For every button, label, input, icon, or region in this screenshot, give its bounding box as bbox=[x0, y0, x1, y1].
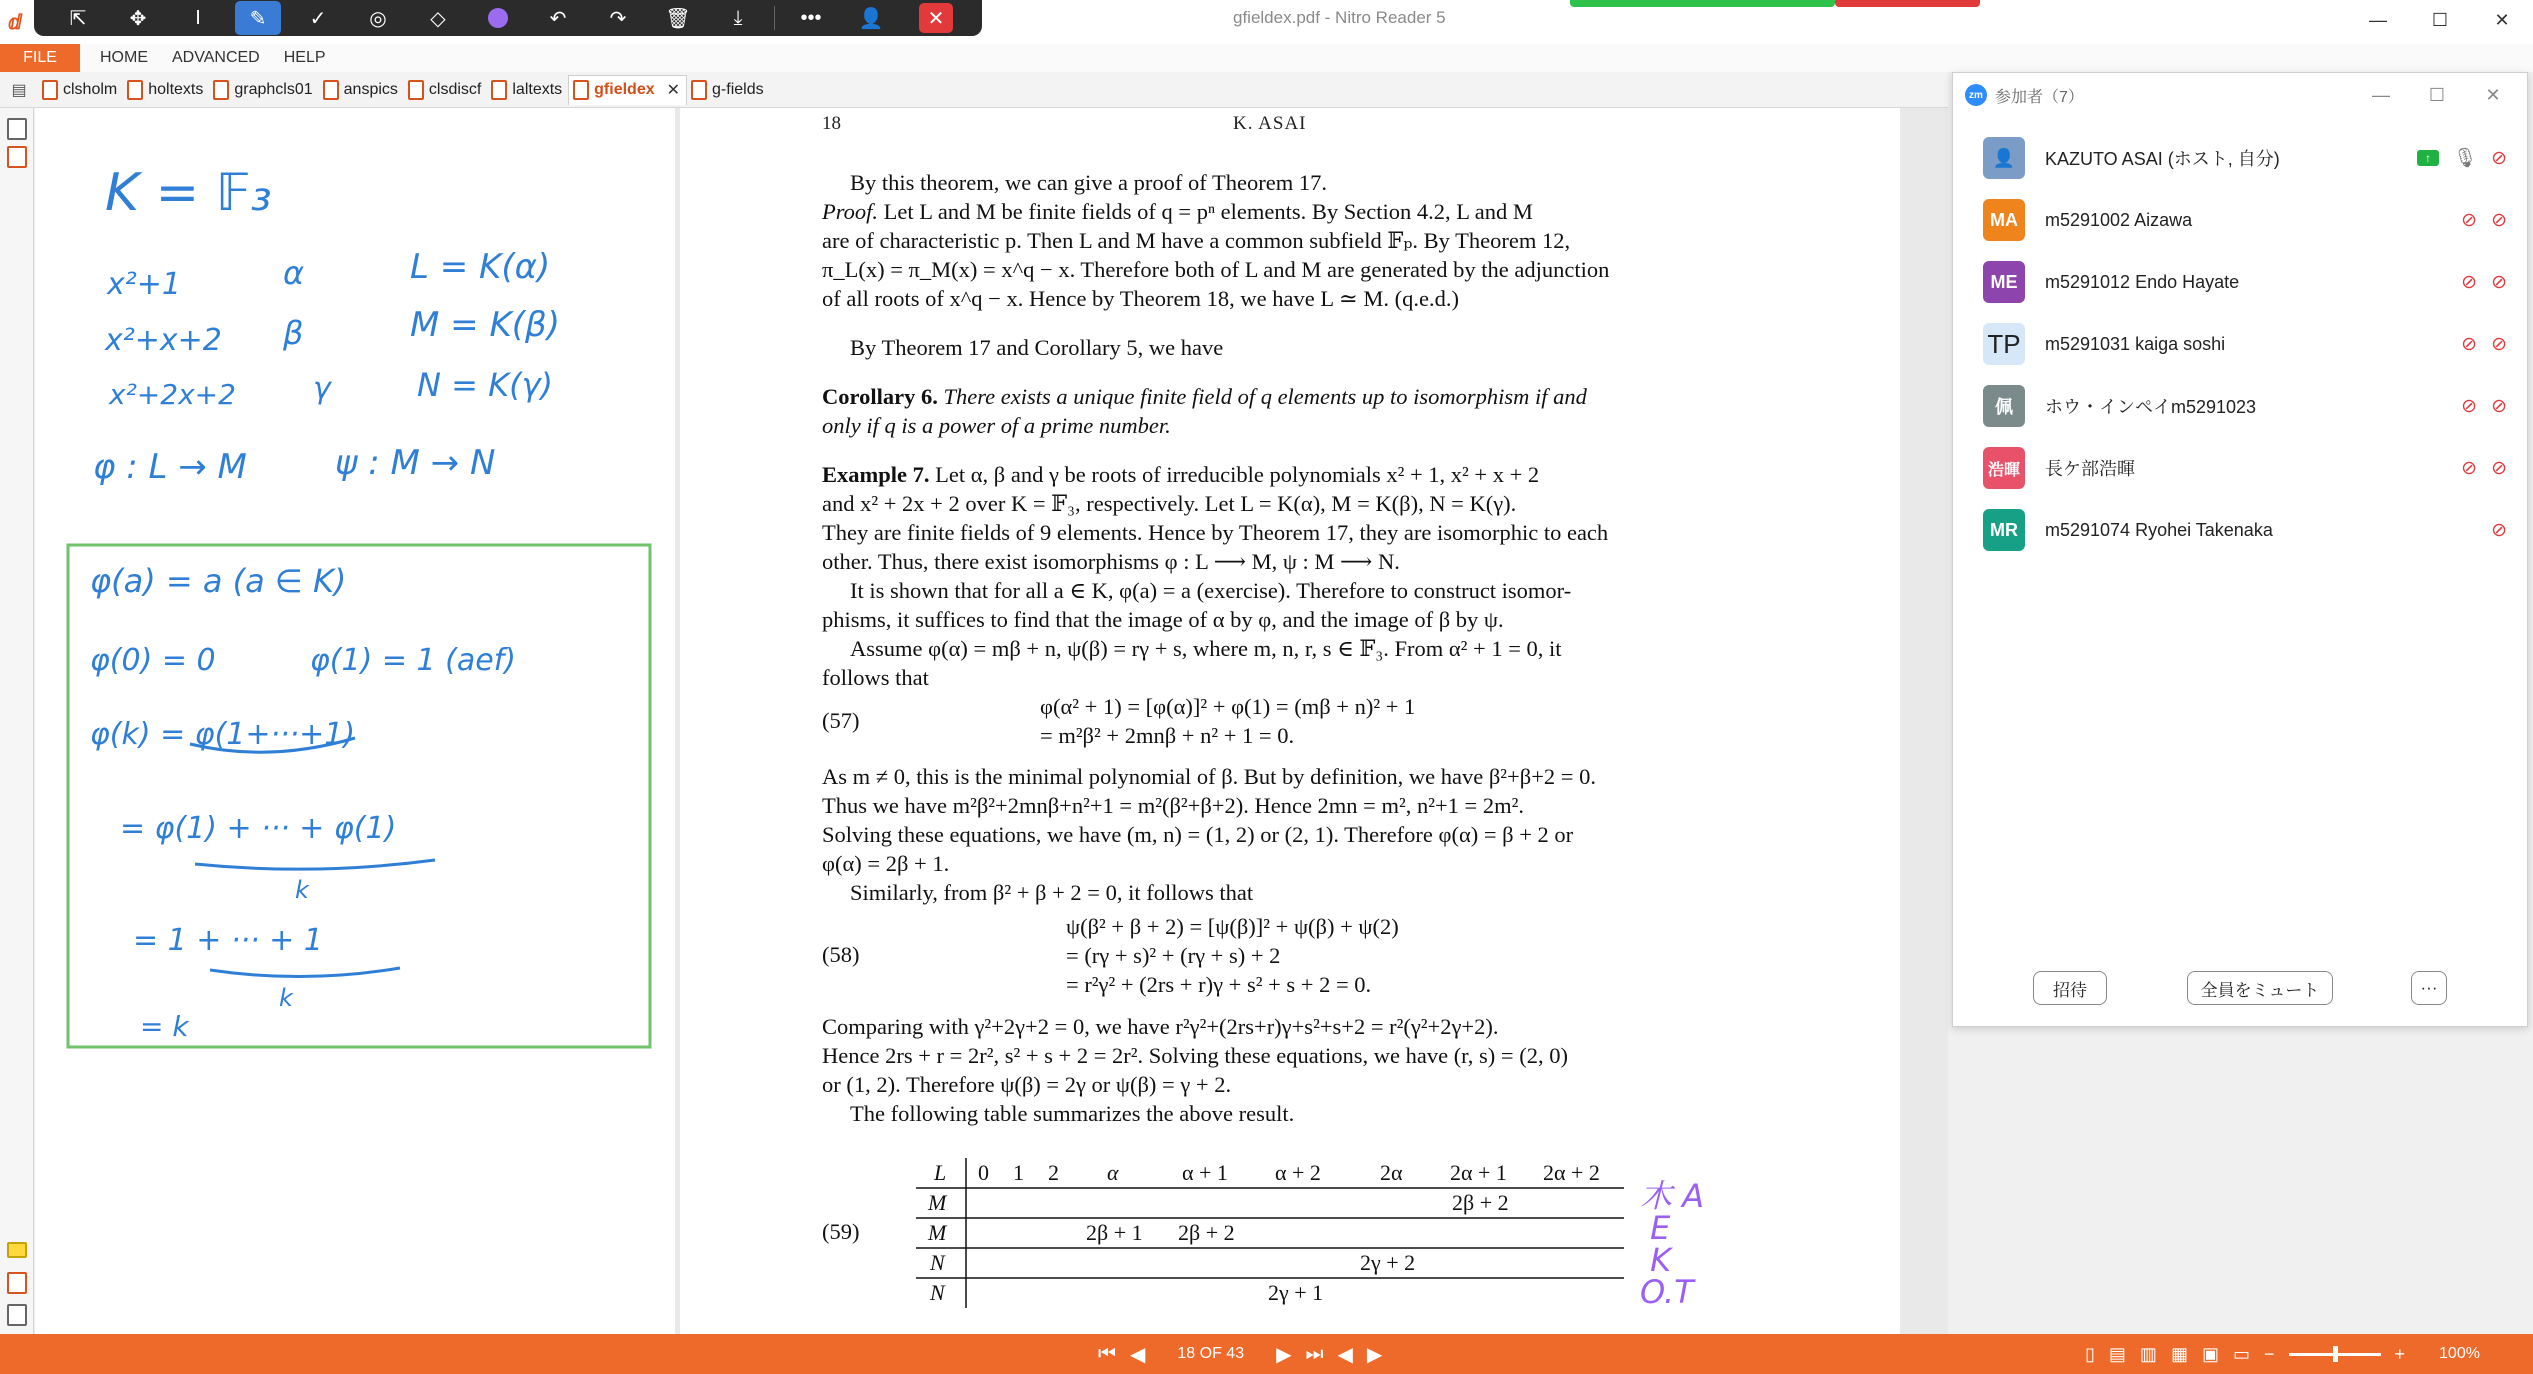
window-controls bbox=[2347, 0, 2533, 40]
hw-box-k1: k bbox=[295, 876, 309, 904]
avatar: ME bbox=[1983, 261, 2025, 303]
participant-name: ホウ・インペイm5291023 bbox=[2045, 397, 2257, 417]
minimize-icon[interactable]: — bbox=[2369, 9, 2387, 30]
participants-panel bbox=[1952, 72, 2528, 1027]
example-line-6: phisms, it suffices to find that the image of α by φ, and the image of β by ψ. bbox=[822, 607, 1504, 632]
table-head-2: 2 bbox=[1048, 1160, 1059, 1185]
example-line-5: It is shown that for all a ∈ K, φ(a) = a (exercise). Therefore to construct isomor- bbox=[850, 578, 1572, 603]
table-row2-value-1: 2β + 1 bbox=[1086, 1220, 1143, 1245]
hw-underbrace-2 bbox=[195, 860, 435, 869]
hw-beta: β bbox=[283, 314, 304, 352]
participant-row[interactable] bbox=[1953, 313, 2529, 375]
participant-row[interactable] bbox=[1953, 127, 2529, 189]
corollary-label: Corollary 6. bbox=[822, 384, 938, 409]
pages-panel-icon[interactable] bbox=[7, 118, 27, 140]
paragraph-4-line-3: or (1, 2). Therefore ψ(β) = 2γ or ψ(β) = γ + 2. bbox=[822, 1072, 1232, 1097]
panel-minimize-icon[interactable]: — bbox=[2372, 84, 2390, 105]
participant-status bbox=[2461, 395, 2507, 418]
participant-name: m5291002 Aizawa bbox=[2045, 209, 2193, 230]
tab-g-fields[interactable] bbox=[687, 75, 770, 105]
forward-view-icon[interactable]: ▶ bbox=[1366, 1343, 1383, 1366]
tab-label: laltexts bbox=[512, 80, 563, 98]
table-row2-value-2: 2β + 2 bbox=[1178, 1220, 1235, 1245]
avatar: TP bbox=[1983, 323, 2025, 365]
tab-gfieldex[interactable] bbox=[568, 75, 687, 105]
hw-psi-map: ψ : M → N bbox=[335, 443, 496, 483]
pdf-file-icon bbox=[691, 80, 707, 100]
status-bar bbox=[0, 1334, 2533, 1374]
bookmarks-icon[interactable] bbox=[7, 146, 27, 168]
running-header: K. ASAI bbox=[1233, 113, 1307, 134]
example-label: Example 7. bbox=[822, 462, 930, 487]
proof-line-1 bbox=[822, 197, 1533, 226]
corollary-text-1: There exists a unique finite field of q elements up to isomorphism if and bbox=[937, 384, 1587, 409]
menu-help[interactable]: HELP bbox=[283, 49, 326, 66]
menu-file[interactable]: FILE bbox=[0, 44, 80, 72]
participant-status bbox=[2461, 271, 2507, 294]
equation-58-number: (58) bbox=[822, 942, 860, 967]
nitro-logo-icon: ⅆ bbox=[8, 12, 23, 34]
hw-box-line4: = φ(1) + ··· + φ(1) bbox=[120, 811, 397, 846]
text-cursor-icon[interactable]: I bbox=[195, 6, 201, 29]
hw-poly3: x²+2x+2 bbox=[109, 378, 236, 411]
hw-l-def: L = K(α) bbox=[410, 247, 551, 287]
example-line-7: Assume φ(α) = mβ + n, ψ(β) = rγ + s, where m, n, r, s ∈ 𝔽₃. From α² + 1 = 0, it bbox=[850, 636, 1562, 661]
mic-on-icon[interactable]: 🎙 bbox=[2452, 148, 2478, 169]
eraser-icon[interactable]: ◇ bbox=[430, 7, 446, 30]
paragraph-3-line-5: Similarly, from β² + β + 2 = 0, it follows that bbox=[850, 880, 1254, 905]
tab-anspics[interactable] bbox=[319, 75, 404, 105]
page-indicator[interactable]: 18 OF 43 bbox=[1177, 1345, 1245, 1362]
participant-row[interactable] bbox=[1953, 437, 2529, 499]
last-page-icon[interactable]: ⏭ bbox=[1305, 1342, 1324, 1365]
meeting-status-red bbox=[1835, 0, 1980, 7]
paragraph-2: By Theorem 17 and Corollary 5, we have bbox=[850, 335, 1224, 360]
hw-poly1: x²+1 bbox=[107, 267, 182, 302]
table-row4-value: 2γ + 1 bbox=[1268, 1280, 1324, 1305]
proof-text-1: Let L and M be finite fields of q = pⁿ elements. By Section 4.2, L and M bbox=[878, 199, 1533, 224]
camera-off-icon[interactable]: ⊘ bbox=[2491, 457, 2507, 479]
participant-row[interactable] bbox=[1953, 251, 2529, 313]
table-head-2alpha: 2α bbox=[1380, 1160, 1403, 1185]
paragraph-4-line-1: Comparing with γ²+2γ+2 = 0, we have r²γ²+(2rs+r)γ+s²+s+2 = r²(γ²+2γ+2). bbox=[822, 1014, 1499, 1039]
page-icon[interactable]: ▤ bbox=[11, 81, 27, 99]
tab-label: clsdiscf bbox=[428, 80, 482, 98]
maximize-icon[interactable]: ☐ bbox=[2431, 9, 2449, 30]
table-head-0: 0 bbox=[978, 1160, 989, 1185]
tab-label: holtexts bbox=[148, 80, 204, 98]
fit-width-icon[interactable]: ▭ bbox=[2232, 1343, 2250, 1364]
equation-58-line-2: = (rγ + s)² + (rγ + s) + 2 bbox=[1066, 943, 1281, 968]
zoom-slider-handle[interactable] bbox=[2333, 1346, 2338, 1362]
paragraph-4-line-4: The following table summarizes the above result. bbox=[850, 1101, 1295, 1126]
table-row2-label: M bbox=[928, 1220, 947, 1245]
hw-m-def: M = K(β) bbox=[410, 305, 560, 345]
menu-advanced[interactable]: ADVANCED bbox=[172, 49, 260, 66]
facing-view-icon[interactable]: ▥ bbox=[2139, 1343, 2157, 1364]
table-head-alpha1: α + 1 bbox=[1182, 1160, 1228, 1185]
hw-gamma: γ bbox=[313, 371, 331, 406]
hw-purple-note: 木 A E K O.T bbox=[1640, 1177, 1705, 1311]
mic-off-icon[interactable]: ⊘ bbox=[2461, 333, 2478, 355]
screen-share-icon: ↑ bbox=[2417, 150, 2439, 166]
tab-label: clsholm bbox=[63, 80, 118, 98]
participant-status bbox=[2461, 209, 2507, 232]
example-line-8: follows that bbox=[822, 665, 929, 690]
pdf-file-icon bbox=[491, 80, 507, 100]
mic-off-icon[interactable]: ⊘ bbox=[2461, 457, 2478, 479]
participant-row[interactable] bbox=[1953, 499, 2529, 561]
paragraph-3-line-2: Thus we have m²β²+2mnβ+n²+1 = m²(β²+β+2). Hence 2mn = m², n²+1 = 2m². bbox=[822, 793, 1524, 818]
proof-line-2: are of characteristic p. Then L and M have a common subfield 𝔽ₚ. By Theorem 12, bbox=[822, 228, 1571, 253]
hw-box-k2: k bbox=[279, 984, 293, 1012]
annotation-toolbar bbox=[34, 0, 982, 36]
tab-graphcls01[interactable] bbox=[209, 75, 318, 105]
attachments-icon[interactable] bbox=[7, 1272, 27, 1294]
participants-title: 参加者（7） bbox=[1995, 88, 2084, 106]
mic-off-icon[interactable]: ⊘ bbox=[2461, 209, 2478, 231]
participant-name: m5291074 Ryohei Takenaka bbox=[2045, 519, 2273, 540]
table-head-1: 1 bbox=[1013, 1160, 1024, 1185]
tab-clsholm[interactable] bbox=[38, 75, 123, 105]
table-row3-value: 2γ + 2 bbox=[1360, 1250, 1416, 1275]
proof-line-4: of all roots of x^q − x. Hence by Theorem 18, we have L ≃ M. (q.e.d.) bbox=[822, 286, 1459, 311]
avatar: 佩 bbox=[1983, 385, 2025, 427]
participant-name: m5291031 kaiga soshi bbox=[2045, 333, 2226, 354]
toolbar-divider bbox=[774, 6, 775, 30]
corollary-line-2 bbox=[822, 411, 1171, 440]
participant-name: m5291012 Endo Hayate bbox=[2045, 271, 2240, 292]
participant-status bbox=[2461, 457, 2507, 480]
corollary-text-2: only if q is a power of a prime number. bbox=[822, 413, 1171, 438]
table-head-L: L bbox=[934, 1160, 947, 1185]
prev-page-icon[interactable]: ◀ bbox=[1130, 1343, 1146, 1366]
close-window-icon[interactable]: ✕ bbox=[2494, 9, 2510, 30]
page-navigation bbox=[1098, 1334, 1382, 1374]
camera-off-icon[interactable]: ⊘ bbox=[2491, 395, 2507, 417]
table-head-alpha2: α + 2 bbox=[1275, 1160, 1321, 1185]
paragraph-3-line-4: φ(α) = 2β + 1. bbox=[822, 851, 950, 876]
next-page-icon[interactable]: ▶ bbox=[1276, 1343, 1292, 1366]
hw-box-line2a: φ(0) = 0 bbox=[90, 643, 216, 678]
equation-57-line-1: φ(α² + 1) = [φ(α)]² + φ(1) = (mβ + n)² + 1 bbox=[1040, 694, 1416, 719]
page-number: 18 bbox=[822, 113, 841, 134]
first-page-icon[interactable]: ⏮ bbox=[1098, 1342, 1116, 1365]
layers-icon[interactable] bbox=[7, 1304, 27, 1326]
participant-name: 長ケ部浩暉 bbox=[2045, 459, 2135, 479]
facing-continuous-icon[interactable]: ▦ bbox=[2170, 1343, 2188, 1364]
paragraph-3-line-3: Solving these equations, we have (m, n) = (1, 2) or (2, 1). Therefore φ(α) = β + 2 or bbox=[822, 822, 1574, 847]
mic-off-icon[interactable]: ⊘ bbox=[2461, 271, 2478, 293]
hw-n-def: N = K(γ) bbox=[417, 366, 553, 404]
trash-icon[interactable]: 🗑 bbox=[665, 7, 691, 30]
undo-icon[interactable]: ↶ bbox=[549, 7, 567, 30]
table-head-2alpha2: 2α + 2 bbox=[1543, 1160, 1600, 1185]
fit-page-icon[interactable]: ▣ bbox=[2201, 1343, 2219, 1364]
ribbon-menu bbox=[0, 44, 2533, 72]
window-title: gfieldex.pdf - Nitro Reader 5 bbox=[1233, 8, 1446, 27]
hw-box-line6: = k bbox=[140, 1010, 189, 1043]
panel-maximize-icon[interactable]: ☐ bbox=[2428, 84, 2446, 105]
invite-button[interactable]: 招待 bbox=[2033, 971, 2107, 1005]
example-line-4: other. Thus, there exist isomorphisms φ : L ⟶ M, ψ : M ⟶ N. bbox=[822, 549, 1400, 574]
participant-name: KAZUTO ASAI (ホスト, 自分) bbox=[2045, 149, 2280, 169]
view-and-zoom-controls bbox=[2085, 1334, 2480, 1374]
zoom-in-icon[interactable]: + bbox=[2394, 1343, 2406, 1364]
equation-59-number: (59) bbox=[822, 1219, 860, 1244]
mute-all-button[interactable]: 全員をミュート bbox=[2187, 971, 2333, 1005]
paragraph-4-line-2: Hence 2rs + r = 2r², s² + s + 2 = 2r². Solving these equations, we have (r, s) = (2, 0) bbox=[822, 1043, 1568, 1068]
menu-home[interactable]: HOME bbox=[100, 49, 148, 66]
select-arrow-icon[interactable]: ⇱ bbox=[69, 7, 87, 30]
zoom-level[interactable]: 100% bbox=[2439, 1345, 2480, 1362]
panel-window-controls bbox=[2353, 73, 2521, 117]
hw-phi-map: φ : L → M bbox=[93, 447, 247, 487]
hw-alpha: α bbox=[283, 254, 305, 292]
camera-off-icon[interactable]: ⊘ bbox=[2491, 209, 2507, 231]
left-panel-rail bbox=[0, 108, 34, 1334]
proof-label: Proof. bbox=[822, 199, 879, 224]
equation-58-line-3: = r²γ² + (2rs + r)γ + s² + s + 2 = 0. bbox=[1066, 972, 1372, 997]
table-row1-value: 2β + 2 bbox=[1452, 1190, 1509, 1215]
table-head-alpha: α bbox=[1107, 1160, 1119, 1185]
example-line-2: and x² + 2x + 2 over K = 𝔽₃, respectively. Let L = K(α), M = K(β), N = K(γ). bbox=[822, 491, 1517, 516]
check-icon[interactable]: ✓ bbox=[309, 7, 327, 30]
close-toolbar-icon[interactable]: ✕ bbox=[919, 3, 953, 33]
corollary-line-1 bbox=[822, 382, 1587, 411]
table-row4-label: N bbox=[930, 1280, 945, 1305]
paragraph-3-line-1: As m ≠ 0, this is the minimal polynomial of β. But by definition, we have β²+β+2 = 0. bbox=[822, 764, 1596, 789]
hw-green-box bbox=[68, 545, 650, 1047]
document-tabs bbox=[0, 72, 1948, 108]
equation-57-line-2: = m²β² + 2mnβ + n² + 1 = 0. bbox=[1040, 723, 1295, 748]
hw-k-f3: K = 𝔽₃ bbox=[105, 163, 272, 223]
hw-poly2: x²+x+2 bbox=[105, 323, 222, 358]
hw-box-line3: φ(k) = φ(1+···+1) bbox=[90, 717, 356, 752]
camera-off-icon[interactable]: ⊘ bbox=[2491, 147, 2507, 169]
camera-off-icon[interactable]: ⊘ bbox=[2491, 271, 2507, 293]
table-row1-label: M bbox=[928, 1190, 947, 1215]
pdf-file-icon bbox=[323, 80, 339, 100]
pan-icon[interactable]: ✥ bbox=[129, 7, 147, 30]
participants-header bbox=[1953, 73, 2529, 117]
more-options-button[interactable]: ··· bbox=[2411, 971, 2447, 1005]
participant-status bbox=[2491, 519, 2507, 542]
paragraph-1: By this theorem, we can give a proof of Theorem 17. bbox=[850, 170, 1327, 195]
camera-off-icon[interactable]: ⊘ bbox=[2491, 519, 2507, 541]
participant-status bbox=[2461, 333, 2507, 356]
back-view-icon[interactable]: ◀ bbox=[1337, 1343, 1353, 1366]
pen-icon[interactable]: ✎ bbox=[235, 1, 281, 35]
pdf-file-icon bbox=[213, 80, 229, 100]
panel-close-icon[interactable]: ✕ bbox=[2485, 84, 2501, 105]
tab-label: anspics bbox=[343, 80, 398, 98]
meeting-status-green bbox=[1570, 0, 1835, 7]
handwriting-layer bbox=[35, 108, 675, 1334]
tab-label: g-fields bbox=[712, 80, 764, 98]
hw-box-line1: φ(a) = a (a ∈ K) bbox=[90, 562, 347, 600]
pdf-file-icon bbox=[408, 80, 424, 100]
table-head-2alpha1: 2α + 1 bbox=[1450, 1160, 1507, 1185]
stamp-icon[interactable]: ◎ bbox=[369, 7, 387, 30]
color-dot-icon[interactable] bbox=[468, 1, 528, 35]
zoom-slider[interactable] bbox=[2289, 1353, 2381, 1356]
pdf-file-icon bbox=[127, 80, 143, 100]
single-page-view-icon[interactable]: ▯ bbox=[2085, 1343, 2095, 1364]
hw-underbrace-3 bbox=[210, 968, 400, 977]
example-line-3: They are finite fields of 9 elements. Hence by Theorem 17, they are isomorphic to each bbox=[822, 520, 1609, 545]
equation-57-number: (57) bbox=[822, 708, 860, 733]
continuous-view-icon[interactable]: ▤ bbox=[2108, 1343, 2126, 1364]
avatar: 浩暉 bbox=[1983, 447, 2025, 489]
example-line-1 bbox=[822, 460, 1539, 489]
participant-status bbox=[2417, 146, 2507, 170]
table-59 bbox=[910, 1152, 1630, 1310]
zoom-logo-icon: zm bbox=[1965, 84, 1987, 106]
tab-label: graphcls01 bbox=[234, 80, 313, 98]
camera-off-icon[interactable]: ⊘ bbox=[2491, 333, 2507, 355]
pdf-file-icon bbox=[573, 80, 589, 100]
pdf-file-icon bbox=[42, 80, 58, 100]
tab-label: gfieldex bbox=[594, 81, 655, 98]
hw-box-line2b: φ(1) = 1 (aef) bbox=[310, 643, 516, 678]
download-icon[interactable]: ⤓ bbox=[733, 6, 743, 29]
proof-line-3: π_L(x) = π_M(x) = x^q − x. Therefore both of L and M are generated by the adjunction bbox=[822, 257, 1610, 282]
tab-laltexts[interactable] bbox=[487, 75, 568, 105]
example-text-1: Let α, β and γ be roots of irreducible polynomials x² + 1, x² + x + 2 bbox=[929, 462, 1540, 487]
mic-off-icon[interactable]: ⊘ bbox=[2461, 395, 2478, 417]
participants-icon[interactable]: 👤 bbox=[858, 7, 884, 30]
tab-holtexts[interactable] bbox=[123, 75, 209, 105]
avatar: 👤 bbox=[1983, 137, 2025, 179]
table-row3-label: N bbox=[930, 1250, 945, 1275]
equation-58-line-1: ψ(β² + β + 2) = [ψ(β)]² + ψ(β) + ψ(2) bbox=[1066, 914, 1399, 939]
comments-icon[interactable] bbox=[7, 1242, 27, 1258]
close-tab-icon[interactable]: ✕ bbox=[666, 82, 681, 99]
hw-box-line5: = 1 + ··· + 1 bbox=[133, 923, 323, 958]
redo-icon[interactable]: ↷ bbox=[609, 7, 627, 30]
tab-clsdiscf[interactable] bbox=[404, 75, 487, 105]
more-icon[interactable]: ••• bbox=[800, 6, 822, 29]
participant-row[interactable] bbox=[1953, 375, 2529, 437]
avatar: MR bbox=[1983, 509, 2025, 551]
avatar: MA bbox=[1983, 199, 2025, 241]
participant-row[interactable] bbox=[1953, 189, 2529, 251]
zoom-out-icon[interactable]: − bbox=[2263, 1343, 2275, 1364]
